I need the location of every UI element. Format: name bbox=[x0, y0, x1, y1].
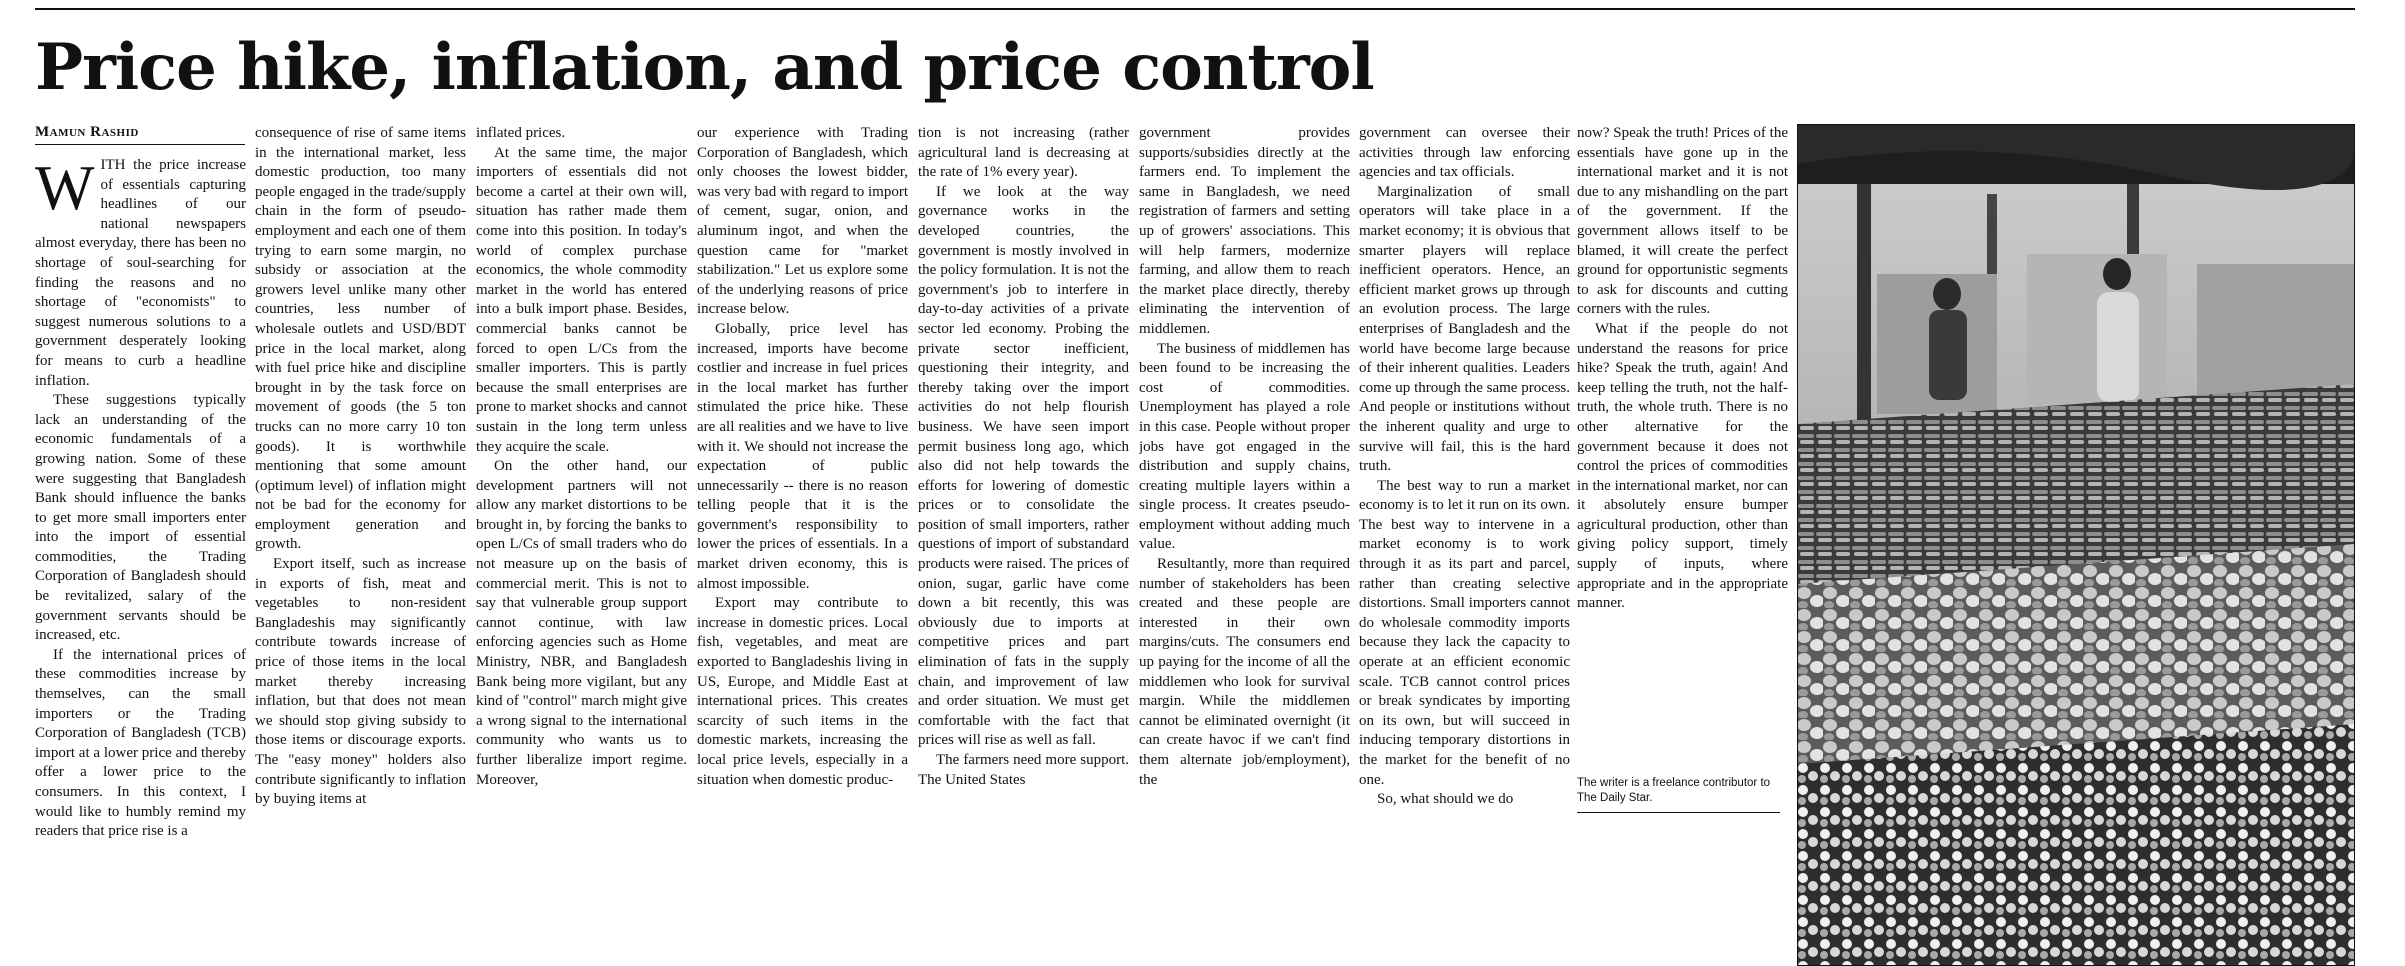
byline: Mamun Rashid bbox=[35, 124, 245, 145]
article-column-3 bbox=[476, 124, 687, 966]
paragraph: Resultantly, more than required number of stakeholders has been created and these people are interested in their own margins/cuts. The consumers end up paying for the income of all the middlemen who look for survival margin. While the middlemen cannot be eliminated overnight (it can create havoc if we can't find them alternate job/employment), the bbox=[1139, 556, 1350, 788]
paragraph: The best way to run a market economy is to let it run on its own. The best way to intervene in a market economy is to work through it as its part and parcel, rather than creating selective distortions. Small importers cannot do wholesale commodity imports because they lack the capacity to operate at an efficient economic scale. TCB cannot control prices or break syndicates by importing on its own, but will succeed in inducing temporary distortions in the market for the benefit of no one. bbox=[1359, 477, 1570, 788]
paragraph: If we look at the way governance works in the developed countries, the government is mostly involved in the policy formulation. It is not the government's job to interfere in day-to-day activities of a private sector led economy. Probing the private sector inefficient, questioning their integrity, and thereby taking over the import activities do not help flourish business. We have seen import permit business long ago, which also did not help towards the efforts for lowering of domestic prices or to consolidate the position of small importers, rather questions of import of substandard products were raised. The prices of onion, sugar, garlic have come down a bit recently, this was obviously due to imports at competitive prices and part elimination of fats in the supply chain, and improvement of law and order situation. We must get comfortable with the fact that prices will rise as well as fall. bbox=[918, 183, 1129, 749]
paragraph: Marginalization of small operators will take place in a market economy; it is obvious that smarter players will replace inefficient operators. Hence, an efficient market grows up through an evolution process. The large enterprises of Bangladesh and the world have become large because of their inherent qualities. Leaders come up through the same process. And people or institutions without the inherent quality and urge to survive will fail, this is the hard truth. bbox=[1359, 183, 1570, 475]
paragraph: government provides supports/subsidies directly at the farmers end. To implement the same in Bangladesh, we need registration of farmers and setting up of growers' associations. This will help farmers, modernize farming, and allow them to reach the market place directly, thereby eliminating the intervention of middlemen. bbox=[1139, 125, 1350, 337]
article-column-4 bbox=[697, 124, 908, 966]
paragraph: If the international prices of these commodities increase by themselves, can the small importers or the Trading Corporation of Bangladesh (TCB) import at a lower price and thereby offer a lower price to the consumers. In this context, I would like to humbly remind my readers that price rise is a bbox=[35, 646, 246, 840]
vegetable-market-illustration bbox=[1797, 124, 2355, 966]
paragraph: The farmers need more support. The United States bbox=[918, 752, 1129, 788]
paragraph: So, what should we do bbox=[1377, 791, 1514, 808]
paragraph: What if the people do not understand the reasons for price hike? Speak the truth, again! And keep telling the truth, not the half-truth, the whole truth. There is no other alternative for the government because it does not control the prices of commodities in the international market, nor can it absolutely ensure bumper agricultural production, other than giving policy support, timely supply of inputs, where appropriate and in the appropriate manner. bbox=[1577, 320, 1788, 612]
paragraph: our experience with Trading Corporation of Bangladesh, which only chooses the lowest bidder, was very bad with regard to import of cement, sugar, onion, and aluminum ingot, and when the question came for "market stabilization." Let us explore some of the underlying reasons of price increase below. bbox=[697, 125, 908, 318]
drop-cap: W bbox=[35, 156, 95, 223]
article-column-2 bbox=[255, 124, 466, 966]
paragraph: Globally, price level has increased, imports have become costlier and increase in fuel prices in the local market has further stimulated the price hike. These are all realities and we have to live with it. We should not increase the expectation of public unnecessarily -- there is no reason telling people that it is the government's responsibility to lower the prices of essentials. In a market driven economy, this is almost impossible. bbox=[697, 320, 908, 592]
paragraph: inflated prices. bbox=[476, 125, 566, 141]
paragraph: government can oversee their activities through law enforcing agencies and tax officials. bbox=[1359, 125, 1570, 181]
article-column-7 bbox=[1359, 124, 1570, 966]
contributor-note: The writer is a freelance contributor to The Daily Star. bbox=[1577, 776, 1780, 813]
paragraph: Export may contribute to increase in domestic prices. Local fish, vegetables, and meat are exported to Bangladeshis living in US, Europe, and Middle East at international prices. This creates scarcity of such items in the domestic markets, increasing the local price levels, especially in a situation when domestic produc- bbox=[697, 595, 908, 788]
article-column-6 bbox=[1139, 124, 1350, 966]
paragraph: These suggestions typically lack an understanding of the economic fundamentals of a growing nation. Some of these were suggesting that Bangladesh Bank should influence the banks to get more small importers enter into the import of essential commodities, the Trading Corporation of Bangladesh should be revitalized, salary of the government servants should be increased, etc. bbox=[35, 392, 246, 644]
paragraph: Export itself, such as increase in exports of fish, meat and vegetables to non-resident Bangladeshis may significantly contribute towards increase of price of those items in the local market thereby increasing inflation, but that does not mean we should stop giving subsidy to those items or discourage exports. The "easy money" holders also contribute significantly to inflation by buying items at bbox=[255, 556, 466, 808]
paragraph bbox=[35, 156, 246, 391]
paragraph: The business of middlemen has been found to be increasing the cost of commodities. Unemployment has played a role in this case. People without proper jobs have got engaged in the distribution and supply chains, creating multiple layers within a single process. It creates pseudo-employment without adding much value. bbox=[1139, 340, 1350, 553]
paragraph: now? Speak the truth! Prices of the essentials have gone up in the international market and it is not due to any mishandling on the part of the government. If the government allows itself to be blamed, it will create the perfect ground for opportunistic segments to ask for discounts and cutting corners with the rules. bbox=[1577, 125, 1788, 318]
paragraph: tion is not increasing (rather agricultural land is decreasing at the rate of 1% every year). bbox=[918, 125, 1129, 181]
paragraph-text: ITH the price increase of essentials capturing headlines of our national newspapers almost everyday, there has been no shortage of soul-searching for finding the reasons and no shortage of "economists" to suggest numerous solutions to a government desperately looking for means to curb a headline inflation. bbox=[35, 157, 246, 389]
article-column-1 bbox=[35, 156, 246, 966]
paragraph: At the same time, the major importers of essentials did not become a cartel at their own will, situation has rather made them come into this position. In today's world of complex purchase economics, the whole commodity market in the world has entered into a bulk import phase. Besides, commercial banks cannot be forced to open L/Cs from the smaller importers. This is partly because the small enterprises are prone to market shocks and cannot sustain in the long term unless they acquire the scale. bbox=[476, 144, 687, 455]
paragraph: On the other hand, our development partners will not allow any market distortions to be brought in, by forcing the banks to open L/Cs of small traders who do not measure up on the basis of commercial merit. This is not to say that vulnerable group support cannot continue, with law enforcing agencies such as Home Ministry, NBR, and Bangladesh Bank being more vigilant, but any kind of "control" march might give a wrong signal to the international community who wants us to further liberalize import regime. Moreover, bbox=[476, 458, 687, 788]
headline: Price hike, inflation, and price control bbox=[35, 30, 1374, 105]
market-photo bbox=[1797, 124, 2355, 966]
article-column-5 bbox=[918, 124, 1129, 966]
paragraph: consequence of rise of same items in the international market, less domestic production, too many people engaged in the trade/supply chain in the form of pseudo-employment and each one of them trying to earn some margin, no subsidy or association at the growers level unlike many other countries, less number of wholesale outlets and USD/BDT price in the local market, along with fuel price hike and discipline brought in by the task force on movement of goods (the 5 ton trucks can no more carry 10 ton goods). It is worthwhile mentioning that some amount (optimum level) of inflation might not be bad for the economy for employment generation and growth. bbox=[255, 125, 466, 553]
top-rule bbox=[35, 8, 2355, 10]
article-column-8 bbox=[1577, 124, 1788, 764]
